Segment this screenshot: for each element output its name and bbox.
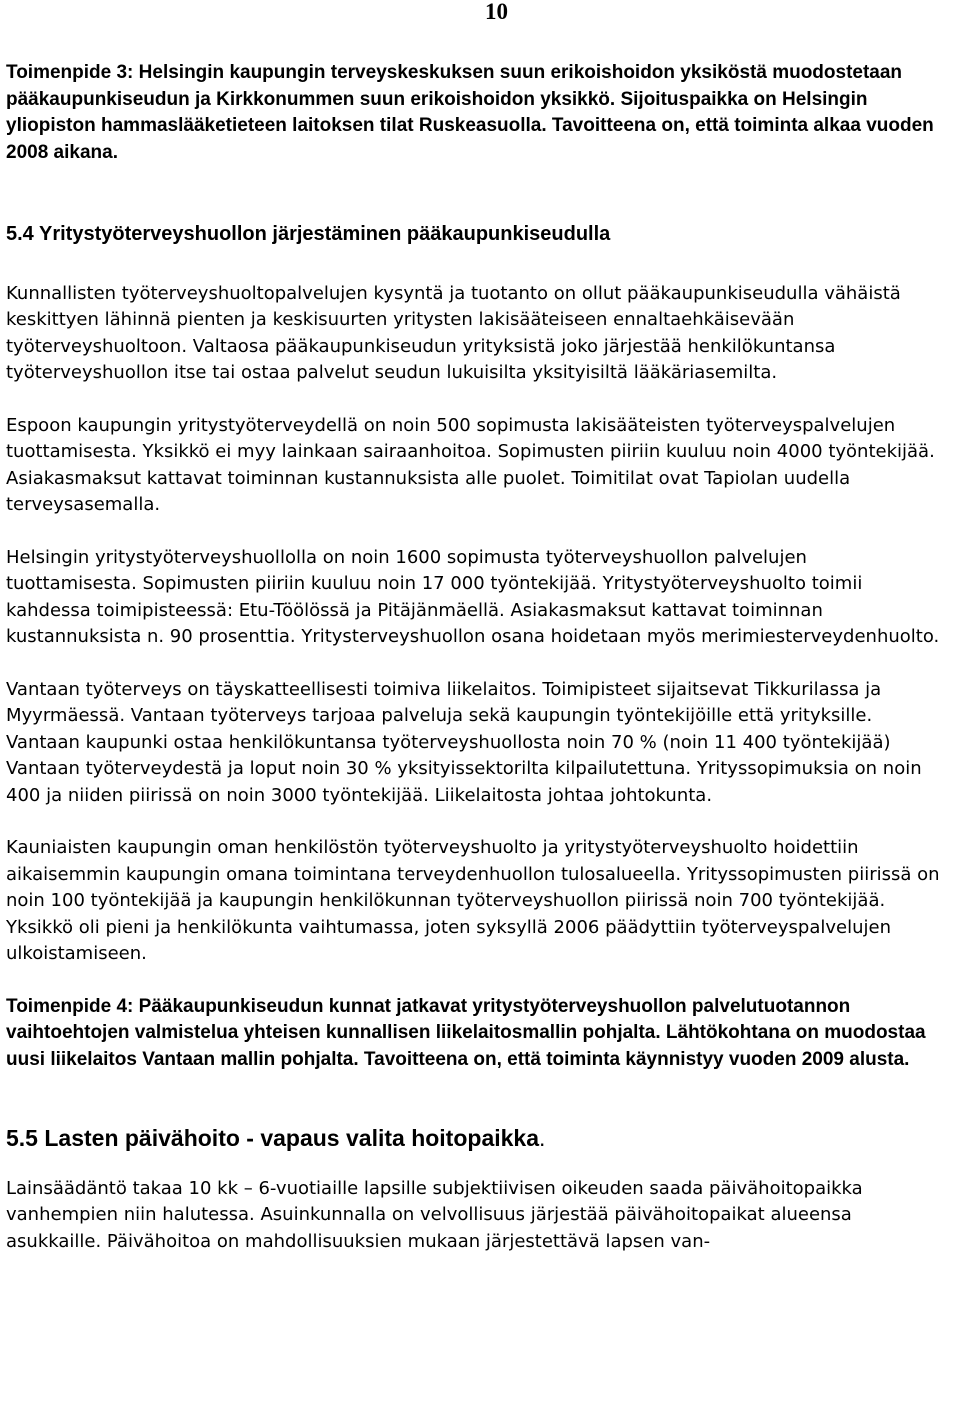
section-5-4-paragraph-4: Vantaan työterveys on täyskatteellisesti toimiva liikelaitos. Toimipisteet sijaitsevat Tikkurilassa ja Myyrmäessä. Vantaan työterveys tarjoaa palveluja sekä kaupungin työntekijöille että yrityksille. Vantaan kaupunki ostaa henkilökuntansa työterveyshuollosta noin 70 % (noin 11 400 työntekijää) Vantaan työterveydestä ja loput noin 30 % yksityissektorilta kilpailutettuna. Yrityssopimuksia on noin 400 ja niiden piirissä on noin 3000 työntekijää. Liikelaitosta johtaa johtokunta. (6, 678, 922, 806)
section-5-5-heading-period: . (539, 1125, 546, 1151)
document-body (6, 60, 942, 1255)
section-5-4-paragraph-2: Espoon kaupungin yritystyöterveydellä on noin 500 sopimusta lakisääteisten työterveyspalvelujen tuottamisesta. Yksikkö ei myy lainkaan sairaanhoitoa. Sopimusten piiriin kuuluu noin 4000 työntekijää. Asiakasmaksut kattavat toiminnan kustannuksista alle puolet. Toimitilat ovat Tapiolan uudella terveysasemalla. (6, 414, 935, 515)
section-5-5-heading-text: 5.5 Lasten päivähoito - vapaus valita hoitopaikka (6, 1125, 539, 1151)
measure-4-paragraph: Toimenpide 4: Pääkaupunkiseudun kunnat jatkavat yritystyöterveyshuollon palvelutuotannon vaihtoehtojen valmistelua yhteisen kunnallisen liikelaitosmallin pohjalta. Lähtökohtana on muodostaa uusi liikelaitos Vantaan mallin pohjalta. Tavoitteena on, että toiminta käynnistyy vuoden 2009 alusta. (6, 995, 926, 1070)
page-number: 10 (485, 0, 508, 24)
section-5-4-paragraph-5: Kauniaisten kaupungin oman henkilöstön työterveyshuolto ja yritystyöterveyshuolto hoidettiin aikaisemmin kaupungin omana toimintana terveydenhuollon tulosalueella. Yrityssopimusten piirissä on noin 100 työntekijää ja kaupungin henkilökunnan työterveyshuollon piirissä noin 700 työntekijää. Yksikkö oli pieni ja henkilökunta vaihtumassa, joten syksyllä 2006 päädyttiin työterveyspalvelujen ulkoistamiseen. (6, 837, 940, 964)
section-5-5-heading (6, 1125, 942, 1152)
section-5-4-paragraph-3: Helsingin yritystyöterveyshuollolla on noin 1600 sopimusta työterveyshuollon palvelujen tuottamisesta. Sopimusten piiriin kuuluu noin 17 000 työntekijää. Yritystyöterveyshuolto toimii kahdessa toimipisteessä: Etu-Töölössä ja Pitäjänmäellä. Asiakasmaksut kattavat toiminnan kustannuksista n. 90 prosenttia. Yritysterveyshuollon osana hoidetaan myös merimiesterveydenhuolto. (6, 546, 940, 647)
section-5-4-paragraph-1: Kunnallisten työterveyshuoltopalvelujen kysyntä ja tuotanto on ollut pääkaupunkiseudulla vähäistä keskittyen lähinnä pienten ja keskisuurten yritysten lakisääteiseen ennaltaehkäisevään työterveyshuoltoon. Valtaosa pääkaupunkiseudun yrityksistä joko järjestää henkilökuntansa työterveyshuollon itse tai ostaa palvelut seudun lukuisilta yksityisiltä lääkäriasemilta. (6, 282, 901, 383)
section-5-5-paragraph: Lainsäädäntö takaa 10 kk – 6-vuotiaille lapsille subjektiivisen oikeuden saada päivähoitopaikka vanhempien niin halutessa. Asuinkunnalla on velvollisuus järjestää päivähoitopaikat alueensa asukkaille. Päivähoitoa on mahdollisuuksien mukaan järjestettävä lapsen van- (6, 1177, 863, 1252)
measure-3-paragraph: Toimenpide 3: Helsingin kaupungin terveyskeskuksen suun erikoishoidon yksiköstä muodostetaan pääkaupunkiseudun ja Kirkkonummen suun erikoishoidon yksikkö. Sijoituspaikka on Helsingin yliopiston hammaslääketieteen laitoksen tilat Ruskeasuolla. Tavoitteena on, että toiminta alkaa vuoden 2008 aikana. (6, 62, 934, 163)
section-5-4-heading: 5.4 Yritystyöterveyshuollon järjestäminen pääkaupunkiseudulla (6, 223, 611, 245)
